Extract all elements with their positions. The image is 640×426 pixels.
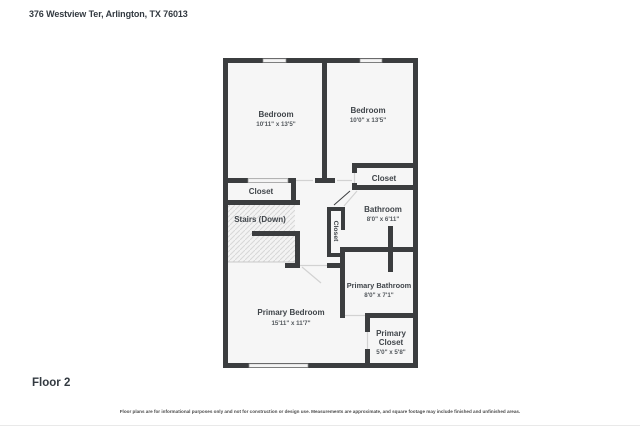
wall-primary-closet-left-upper (365, 318, 370, 332)
room-label-primary-closet-line2: Closet (378, 338, 404, 347)
floor-label: Floor 2 (32, 377, 71, 389)
room-dims-bedroom-right: 10'0" x 13'5" (349, 117, 387, 124)
room-dims-primary-closet: 5'0" x 5'8" (376, 349, 406, 356)
page-title: 376 Westview Ter, Arlington, TX 76013 (29, 9, 188, 19)
room-dims-bathroom: 8'0" x 6'11" (366, 216, 400, 223)
wall-closet-left-bottom (223, 200, 300, 205)
wall-outer-top (223, 58, 418, 63)
room-dims-primary-bedroom: 15'11" x 11'7" (271, 320, 311, 327)
room-label-closet-right: Closet (371, 174, 397, 183)
room-dims-primary-bathroom: 8'0" x 7'1" (364, 292, 394, 299)
room-label-primary-bathroom: Primary Bathroom (346, 281, 412, 290)
wall-outer-right (413, 58, 418, 368)
room-label-primary-bedroom: Primary Bedroom (257, 308, 325, 317)
wall-primary-bath-left (340, 247, 345, 318)
wall-bedroom-divider-cap (315, 178, 335, 183)
room-dims-bedroom-left: 10'11" x 13'5" (256, 121, 296, 128)
wall-outer-left (223, 58, 228, 368)
sliding-door-closet-left (248, 179, 288, 183)
room-label-closet-center: Closet (332, 220, 340, 242)
wall-closet-center-bottom (327, 253, 341, 257)
wall-stairs-inner-h (252, 231, 300, 236)
wall-closet-right-bottom (352, 185, 413, 190)
wall-primary-top-a (285, 263, 300, 268)
wall-primary-bath-bottom (365, 313, 418, 318)
wall-hall-post (288, 178, 296, 183)
wall-plumbing-lower (388, 252, 393, 272)
window-bottom (249, 364, 308, 368)
wall-bath-divider (341, 247, 413, 252)
wall-primary-closet-left-lower (365, 349, 370, 368)
window-top-left (263, 59, 286, 63)
wall-closet-center-left (327, 207, 331, 257)
room-label-bedroom-left: Bedroom (258, 110, 294, 119)
wall-closet-center-top (327, 207, 345, 211)
disclaimer-text: Floor plans are for informational purposes only and not for construction or design use. Measurements are approximate, and square footage may include finished and unfinished areas. (119, 409, 521, 414)
wall-closet-center-right (341, 211, 345, 230)
wall-closet-right-left-upper (352, 168, 357, 173)
room-label-bathroom: Bathroom (364, 205, 402, 214)
wall-plumbing-upper (388, 226, 393, 247)
wall-closet-right-top (352, 163, 418, 168)
wall-bedroom-divider (322, 63, 327, 178)
wall-hall-left (223, 178, 248, 183)
room-label-bedroom-right: Bedroom (350, 106, 386, 115)
room-label-closet-left: Closet (248, 187, 274, 196)
window-top-right (360, 59, 382, 63)
room-label-primary-closet-line1: Primary (376, 329, 406, 338)
room-label-stairs: Stairs (Down) (234, 215, 286, 224)
